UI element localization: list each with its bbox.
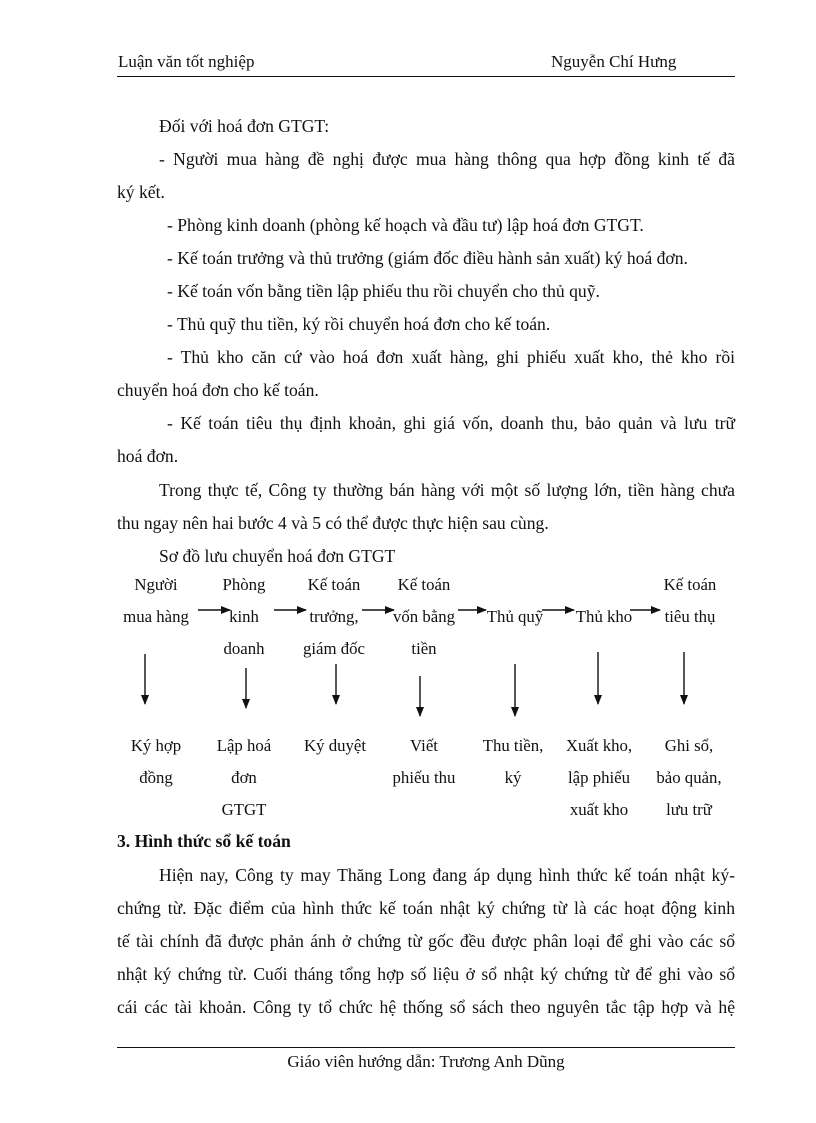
- para-line-6: - Kế toán vốn bằng tiền lập phiếu thu rồi chuyển cho thủ quỹ.: [167, 281, 600, 301]
- para-line-12: Trong thực tế, Công ty thường bán hàng với một số lượng lớn, tiền hàng chưa: [159, 480, 735, 500]
- header-right: Nguyễn Chí Hưng: [551, 52, 677, 71]
- flow-actor-2-line: Phòng: [222, 575, 266, 594]
- flow-action-5-line: Thu tiền,: [482, 736, 544, 755]
- footer-text: Giáo viên hướng dẫn: Trương Anh Dũng: [287, 1052, 565, 1071]
- flow-action-2-line: Lập hoá: [216, 736, 272, 755]
- para-line-11: hoá đơn.: [117, 446, 179, 466]
- flow-actor-5-line: Thủ quỹ: [486, 607, 544, 626]
- header-left: Luận văn tốt nghiệp: [118, 52, 255, 71]
- flow-action-7-line: Ghi sổ,: [664, 736, 714, 755]
- flow-action-1-line: đồng: [139, 768, 173, 787]
- flow-actor-2-line: doanh: [223, 639, 265, 658]
- flow-actor-4-line: vốn bằng: [393, 607, 455, 626]
- flow-actor-2-line: kinh: [229, 607, 259, 626]
- flow-actor-4-line: Kế toán: [397, 575, 451, 594]
- para-line-1: Đối với hoá đơn GTGT:: [159, 116, 330, 136]
- flow-action-4-line: Viết: [410, 736, 438, 755]
- para-line-8: - Thủ kho căn cứ vào hoá đơn xuất hàng, ghi phiếu xuất kho, thẻ kho rồi: [167, 347, 735, 367]
- flow-actor-1-line: Người: [134, 575, 178, 594]
- diagram-caption: Sơ đồ lưu chuyển hoá đơn GTGT: [159, 546, 396, 566]
- section-heading: 3. Hình thức sổ kế toán: [117, 831, 291, 851]
- flow-actor-3-line: giám đốc: [303, 639, 365, 658]
- flow-action-5: [473, 730, 553, 794]
- para-line-2: - Người mua hàng đề nghị được mua hàng thông qua hợp đồng kinh tế đã: [159, 149, 735, 169]
- flow-actor-6-line: Thủ kho: [575, 607, 633, 626]
- flow-action-1: [112, 730, 200, 794]
- para-line-9: chuyển hoá đơn cho kế toán.: [117, 380, 319, 400]
- flow-action-2-line: GTGT: [221, 800, 267, 819]
- section-line-1: Hiện nay, Công ty may Thăng Long đang áp dụng hình thức kế toán nhật ký-: [159, 865, 735, 885]
- flow-actor-4-line: tiền: [411, 639, 437, 658]
- section-line-3: tế tài chính đã được phản ánh ở chứng từ gốc đều được phân loại để ghi vào các sổ: [117, 931, 735, 951]
- para-line-10: - Kế toán tiêu thụ định khoản, ghi giá vốn, doanh thu, bảo quản và lưu trữ: [167, 413, 735, 433]
- flow-action-7-line: lưu trữ: [666, 800, 712, 819]
- flow-action-4: [381, 730, 467, 794]
- flow-actor-7-line: Kế toán: [663, 575, 717, 594]
- flow-action-3: [291, 730, 379, 762]
- flow-action-4-line: phiếu thu: [392, 768, 456, 787]
- para-line-13: thu ngay nên hai bước 4 và 5 có thể được thực hiện sau cùng.: [117, 513, 549, 533]
- para-line-7: - Thủ quỹ thu tiền, ký rồi chuyển hoá đơn cho kế toán.: [167, 314, 551, 334]
- flow-actor-3-line: trưởng,: [309, 607, 359, 626]
- para-line-3: ký kết.: [117, 182, 165, 202]
- para-line-5: - Kế toán trưởng và thủ trưởng (giám đốc điều hành sản xuất) ký hoá đơn.: [167, 248, 688, 268]
- flow-action-3-line: Ký duyệt: [304, 736, 366, 755]
- footer-rule: [117, 1047, 735, 1048]
- flow-action-5-line: ký: [504, 768, 522, 787]
- flow-action-7-line: bảo quản,: [656, 768, 722, 787]
- flow-action-2: [200, 730, 288, 826]
- section-line-5: cái các tài khoản. Công ty tổ chức hệ thống sổ sách theo nguyên tắc tập hợp và hệ: [117, 997, 735, 1017]
- section-line-4: nhật ký chứng từ. Cuối tháng tổng hợp số liệu ở sổ nhật ký chứng từ để ghi vào sổ: [117, 964, 735, 984]
- flow-actor-1-line: mua hàng: [123, 607, 189, 626]
- para-line-4: - Phòng kinh doanh (phòng kế hoạch và đầu tư) lập hoá đơn GTGT.: [167, 215, 644, 235]
- flow-action-6-line: xuất kho: [569, 800, 629, 819]
- flow-action-7: [648, 730, 730, 826]
- flow-action-6: [558, 730, 640, 826]
- flow-action-6-line: Xuất kho,: [565, 736, 633, 755]
- flow-actor-3-line: Kế toán: [307, 575, 361, 594]
- flow-action-6-line: lập phiếu: [568, 768, 630, 787]
- section-line-2: chứng từ. Đặc điểm của hình thức kế toán nhật ký chứng từ là các hoạt động kinh: [117, 898, 735, 918]
- flow-action-1-line: Ký hợp: [130, 736, 182, 755]
- flow-actor-7-line: tiêu thụ: [664, 607, 716, 626]
- flow-action-2-line: đơn: [231, 768, 257, 787]
